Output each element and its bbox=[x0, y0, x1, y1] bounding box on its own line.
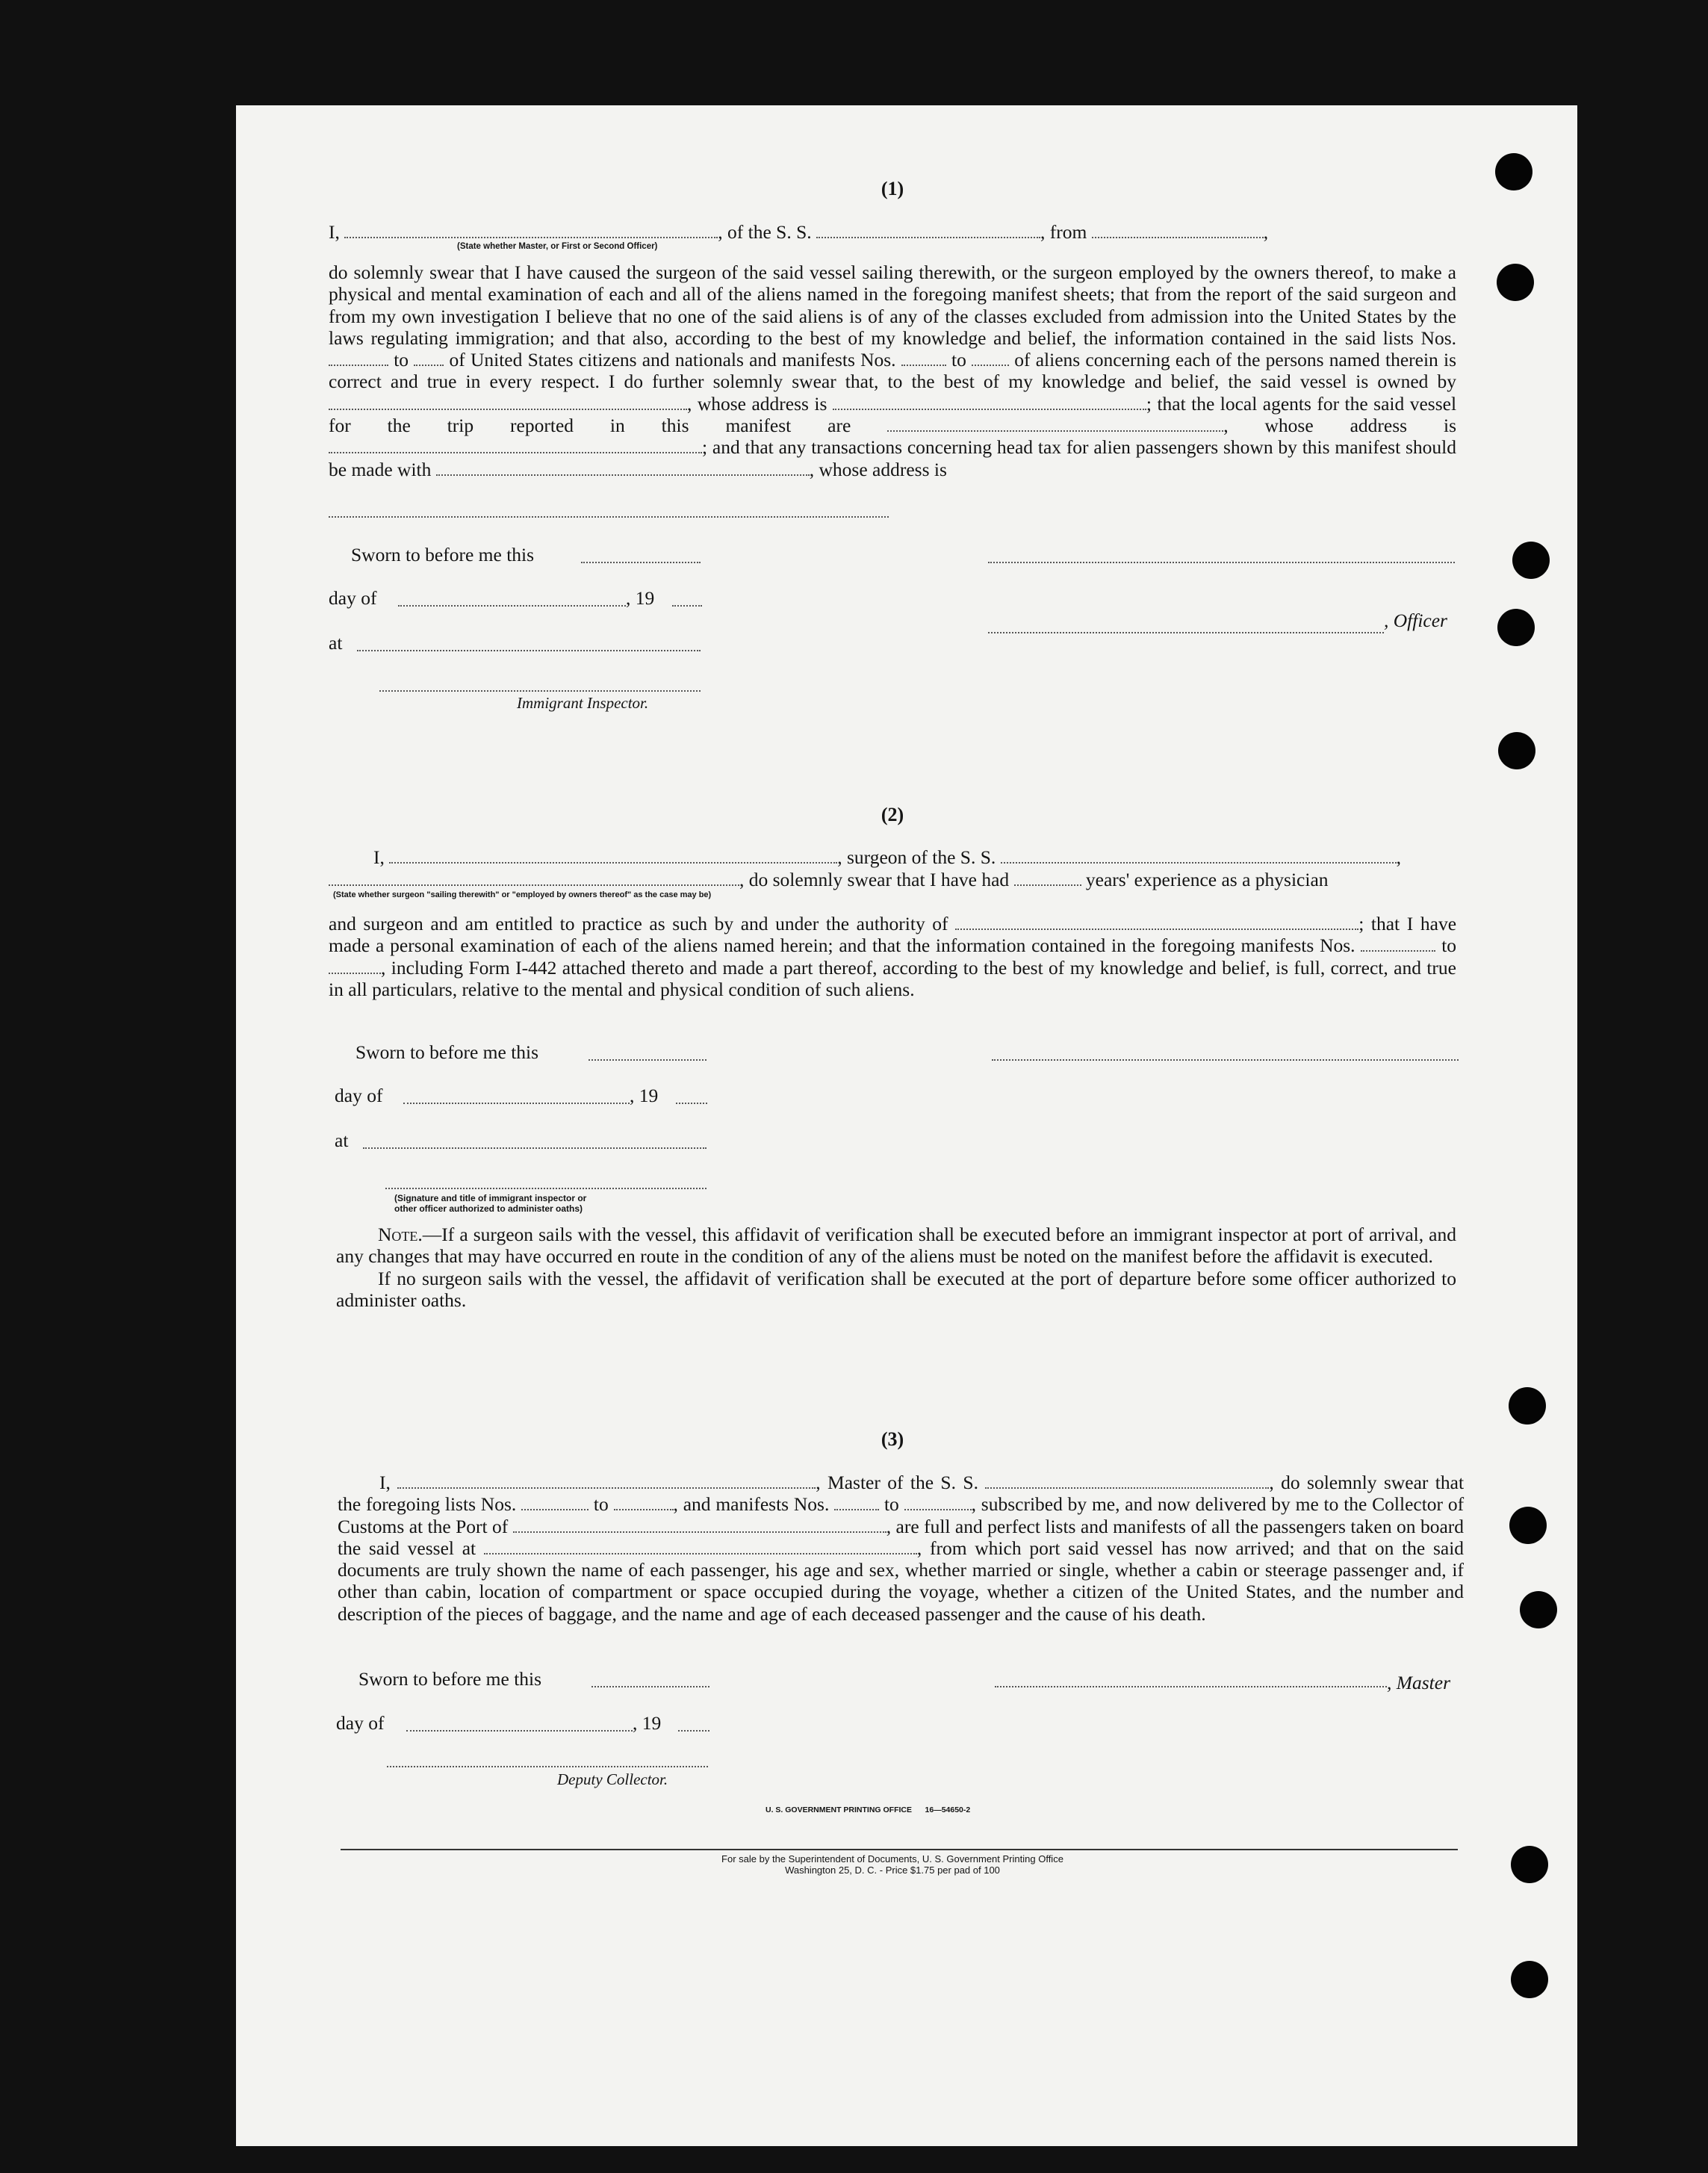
day-of-label-2: day of bbox=[335, 1085, 383, 1106]
lists-from-field[interactable] bbox=[329, 351, 388, 366]
punch-hole bbox=[1509, 1507, 1547, 1544]
punch-hole bbox=[1511, 1846, 1548, 1883]
year-label: , 19 bbox=[626, 587, 655, 609]
section-2-number: (2) bbox=[881, 804, 904, 825]
signature-note-1: (Signature and title of immigrant inspector or bbox=[394, 1193, 587, 1203]
section-1-opening: I, , of the S. S. , from , bbox=[329, 221, 1269, 243]
lists-to-field[interactable] bbox=[414, 351, 444, 366]
day-of-label-3: day of bbox=[336, 1712, 385, 1734]
surgeon-status-field[interactable] bbox=[329, 871, 739, 886]
section-2-line2: , do solemnly swear that I have had years' experience as a physician bbox=[329, 869, 1456, 890]
sworn-label-2: Sworn to before me this bbox=[355, 1041, 539, 1063]
gpo-imprint: U. S. GOVERNMENT PRINTING OFFICE 16—54650-2 bbox=[766, 1805, 971, 1814]
master-vessel-field[interactable] bbox=[985, 1474, 1269, 1489]
master-name-field[interactable] bbox=[397, 1474, 816, 1489]
lists-3-to-field[interactable] bbox=[614, 1495, 674, 1510]
signature-note-2: other officer authorized to administer oaths) bbox=[394, 1203, 583, 1214]
deputy-collector-label: Deputy Collector. bbox=[557, 1770, 668, 1788]
year-label-3: , 19 bbox=[633, 1712, 662, 1734]
section-3-number: (3) bbox=[881, 1428, 904, 1450]
sworn-label-3: Sworn to before me this bbox=[358, 1668, 542, 1690]
sworn-day-field-2[interactable] bbox=[589, 1059, 707, 1061]
port-of-arrival-field[interactable] bbox=[513, 1518, 886, 1533]
vessel-owner-field[interactable] bbox=[329, 395, 687, 410]
surgeon-status-note: (State whether surgeon "sailing therewith" or "employed by owners thereof" as the case may be) bbox=[333, 890, 712, 899]
deputy-collector-signature-field[interactable] bbox=[387, 1766, 708, 1767]
sworn-year-field-3[interactable] bbox=[678, 1730, 709, 1732]
sworn-year-field[interactable] bbox=[672, 605, 702, 607]
sworn-month-field-3[interactable] bbox=[406, 1730, 633, 1732]
sworn-day-field[interactable] bbox=[581, 562, 701, 563]
officer-title-field[interactable] bbox=[988, 632, 1384, 633]
punch-hole bbox=[1497, 264, 1534, 301]
agents-address-field[interactable] bbox=[329, 438, 702, 453]
lists-3-from-field[interactable] bbox=[521, 1495, 589, 1510]
licensing-authority-field[interactable] bbox=[955, 915, 1358, 930]
master-label: , Master bbox=[1387, 1672, 1450, 1693]
note-paragraph: Note.—If a surgeon sails with the vessel, this affidavit of verification shall be executed before an immigrant inspector at port of arrival, and any changes that may have occurred en route in the condition of any of the aliens must be noted on the manifest before the affidavit is executed. If no surgeon sails with the vessel, the affidavit of verification shall be executed at the port of departure before some officer authorized to administer oaths. bbox=[336, 1224, 1456, 1311]
inspector-signature-field[interactable] bbox=[379, 690, 701, 692]
head-tax-party-field[interactable] bbox=[436, 461, 810, 476]
punch-hole bbox=[1512, 542, 1550, 579]
head-tax-address-field[interactable] bbox=[329, 516, 889, 518]
departure-port-field[interactable] bbox=[1092, 223, 1264, 238]
footer-rule bbox=[341, 1849, 1458, 1850]
section-2-body: and surgeon and am entitled to practice as such by and under the authority of ; that I have made a personal examination of each of the aliens named herein; and that the information contained in the foregoing manifests Nos. to , including Form I-442 attached thereto and made a part thereof, according to the best of my knowledge and belief, is full, correct, and true in all particulars, relative to the mental and physical condition of such aliens. bbox=[329, 913, 1457, 1000]
immigrant-inspector-label: Immigrant Inspector. bbox=[517, 694, 649, 712]
sworn-year-field-2[interactable] bbox=[676, 1103, 707, 1104]
surgeon-name-field[interactable] bbox=[389, 849, 837, 864]
master-signature-field[interactable] bbox=[995, 1686, 1387, 1687]
punch-hole bbox=[1495, 153, 1532, 190]
officer-name-field[interactable] bbox=[344, 223, 718, 238]
authorized-officer-signature-field[interactable] bbox=[385, 1188, 707, 1189]
owner-address-field[interactable] bbox=[833, 395, 1146, 410]
officer-label: , Officer bbox=[1384, 610, 1447, 631]
section-1-number: (1) bbox=[881, 178, 904, 199]
sworn-label: Sworn to before me this bbox=[351, 544, 535, 565]
manifests-3-from-field[interactable] bbox=[834, 1495, 879, 1510]
at-label: at bbox=[329, 632, 343, 654]
local-agents-field[interactable] bbox=[887, 417, 1223, 432]
punch-hole bbox=[1509, 1387, 1546, 1425]
sworn-month-field[interactable] bbox=[398, 605, 626, 607]
sale-line-2: Washington 25, D. C. - Price $1.75 per pad of 100 bbox=[785, 1864, 1000, 1876]
manifests-from-field[interactable] bbox=[901, 351, 946, 366]
at-label-2: at bbox=[335, 1129, 349, 1151]
section-2-opening: I, , surgeon of the S. S. , bbox=[373, 846, 1402, 868]
boarding-port-field[interactable] bbox=[484, 1540, 917, 1554]
manifests-3-to-field[interactable] bbox=[904, 1495, 972, 1510]
officer-rank-note: (State whether Master, or First or Second Officer) bbox=[457, 242, 658, 251]
punch-hole bbox=[1497, 609, 1535, 646]
section-1-body: do solemnly swear that I have caused the surgeon of the said vessel sailing therewith, or the surgeon employed by the owners thereof, to make a physical and mental examination of each and all of the aliens named in the foregoing manifest sheets; that from the report of the said surgeon and from my own investigation I believe that no one of the said aliens is of any of the classes excluded from admission into the United States by the laws regulating immigration; and that also, according to the best of my knowledge and belief, the information contained in the said lists Nos. to of United States citizens and nationals and manifests Nos. to of aliens concerning each of the persons named therein is correct and true in every respect. I do further solemnly swear that, to the best of my knowledge and belief, the said vessel is owned by , whose address is ; that the local agents for the said vessel for the trip reported in this manifest are , whose address is ; and that any transactions concerning head tax for alien passengers shown by this manifest should be made with , whose address is bbox=[329, 261, 1457, 480]
sworn-day-field-3[interactable] bbox=[591, 1686, 709, 1687]
manifests-2-to-field[interactable] bbox=[329, 959, 381, 974]
officer-signature-field[interactable] bbox=[988, 562, 1455, 563]
sworn-place-field[interactable] bbox=[357, 650, 701, 651]
years-experience-field[interactable] bbox=[1014, 871, 1081, 886]
surgeon-vessel-field[interactable] bbox=[1001, 849, 1397, 864]
manifests-to-field[interactable] bbox=[972, 351, 1009, 366]
surgeon-signature-field[interactable] bbox=[992, 1059, 1459, 1061]
sworn-month-field-2[interactable] bbox=[403, 1103, 630, 1104]
sworn-place-field-2[interactable] bbox=[363, 1147, 707, 1149]
year-label-2: , 19 bbox=[630, 1085, 659, 1106]
section-3-body: I, , Master of the S. S. , do solemnly swear that the foregoing lists Nos. to , and manifests Nos. to , subscribed by me, and now delivered by me to the Collector of Customs at the Port of , are full and perfect lists and manifests of all the passengers taken on board the said vessel at , from which port said vessel has now arrived; and that on the said documents are truly shown the name of each passenger, his age and sex, whether married or single, whether a cabin or steerage passenger and, if other than cabin, location of compartment or space occupied during the voyage, whether a citizen of the United States, and the number and description of the pieces of baggage, and the name and age of each deceased passenger and the cause of his death. bbox=[338, 1472, 1465, 1625]
punch-hole bbox=[1511, 1961, 1548, 1998]
sale-line-1: For sale by the Superintendent of Documents, U. S. Government Printing Office bbox=[721, 1853, 1063, 1864]
vessel-name-field[interactable] bbox=[816, 223, 1040, 238]
note-label: Note. bbox=[378, 1224, 423, 1245]
manifests-2-from-field[interactable] bbox=[1361, 937, 1435, 952]
punch-hole bbox=[1520, 1591, 1557, 1628]
day-of-label: day of bbox=[329, 587, 377, 609]
punch-hole bbox=[1498, 732, 1535, 769]
